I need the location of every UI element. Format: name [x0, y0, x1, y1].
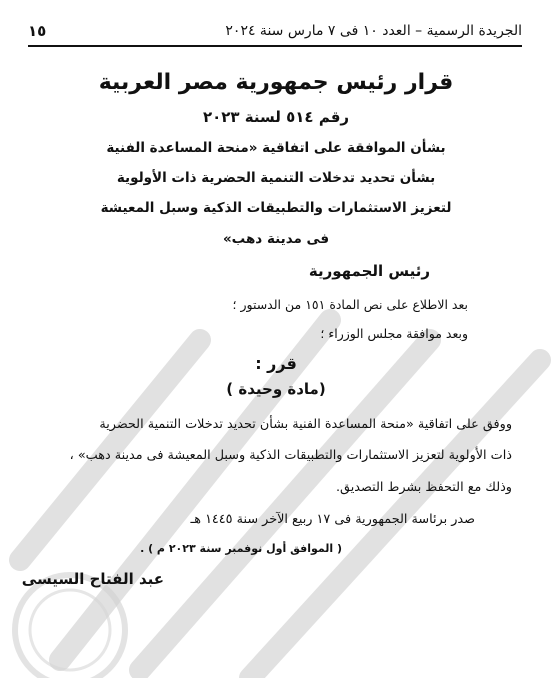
header-divider	[28, 45, 522, 47]
subject-line: بشأن الموافقة على اتفاقية «منحة المساعدة الفنية	[106, 140, 446, 156]
president-heading: رئيس الجمهورية	[308, 262, 430, 280]
subject-line: بشأن تحديد تدخلات التنمية الحضرية ذات الأولوية	[116, 170, 436, 186]
decree-number: رقم ٥١٤ لسنة ٢٠٢٣	[202, 108, 350, 126]
article-line: ووفق على اتفاقية «منحة المساعدة الفنية بشأن تحديد تدخلات التنمية الحضرية	[99, 417, 512, 432]
subject-line: فى مدينة دهب»	[222, 231, 330, 247]
article-line: ذات الأولوية لتعزيز الاستثمارات والتطبيقات الذكية وسبل المعيشة فى مدينة دهب» ،	[69, 448, 512, 463]
decided-heading: قرر :	[255, 354, 297, 373]
preamble-line: وبعد موافقة مجلس الوزراء ؛	[320, 326, 468, 341]
decree-title: قرار رئيس جمهورية مصر العربية	[98, 70, 454, 95]
president-signature: عبد الفتاح السيسى	[21, 570, 164, 588]
preamble-line: بعد الاطلاع على نص المادة ١٥١ من الدستور ؛	[232, 297, 468, 312]
issuance-line: صدر برئاسة الجمهورية فى ١٧ ربيع الآخر سنة ١٤٤٥ هـ	[190, 512, 475, 527]
article-heading: (مادة وحيدة )	[226, 380, 326, 398]
corresponding-date: ( الموافق أول نوفمبر سنة ٢٠٢٣ م ) .	[140, 542, 342, 555]
page-header	[28, 22, 522, 40]
gazette-issue-label: الجريدة الرسمية – العدد ١٠ فى ٧ مارس سنة ٢٠٢٤	[225, 23, 522, 39]
subject-line: لتعزيز الاستثمارات والتطبيقات الذكية وسبل المعيشة	[100, 200, 452, 216]
page-number: ١٥	[28, 22, 47, 40]
article-line: وذلك مع التحفظ بشرط التصديق.	[335, 480, 512, 495]
